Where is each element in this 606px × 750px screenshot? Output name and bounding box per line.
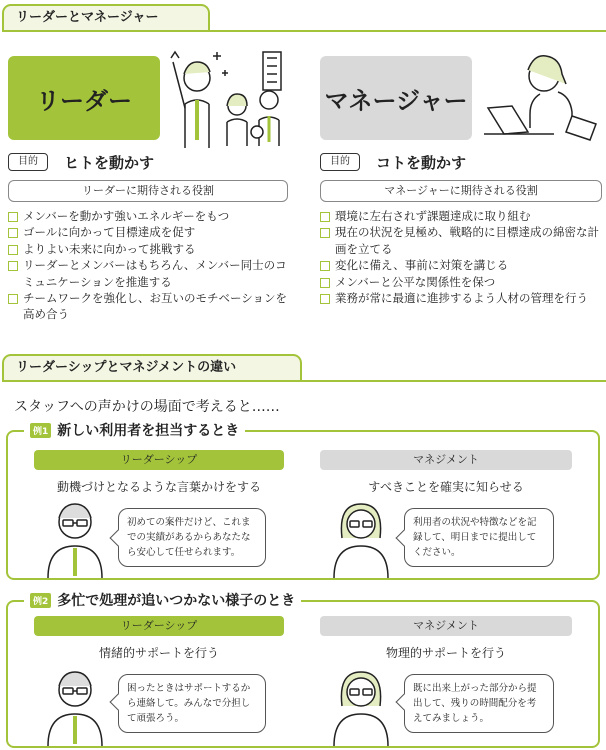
management-heading: 物理的サポートを行う: [385, 646, 506, 660]
list-item: メンバーを動かす強いエネルギーをもつ: [8, 208, 298, 224]
manager-purpose-tag: [320, 153, 360, 171]
leader-role-list: [8, 208, 298, 323]
leadership-speech-text: 初めての案件だけど、これまでの実績があるからあなたなら安心して任せられます。: [127, 517, 251, 558]
female-staff-icon: [330, 668, 392, 746]
list-item: リーダーとメンバーはもちろん、メンバー同士のコミュニケーションを推進する: [8, 257, 298, 290]
lead-text: スタッフへの声かけの場面で考えると……: [14, 399, 280, 415]
section-title-text: リーダーシップとマネジメントの違い: [16, 360, 237, 375]
example-badge: 例2: [30, 593, 51, 608]
manager-laptop-illustration: [480, 46, 602, 148]
example-badge: 例1: [30, 423, 51, 438]
example-title-text: 新しい利用者を担当するとき: [57, 423, 240, 439]
example-1-title: [24, 420, 245, 440]
management-speech-bubble: [404, 508, 554, 567]
list-item: 変化に備え、事前に対策を講じる: [320, 257, 604, 273]
section-divider: [2, 380, 606, 382]
leader-group-illustration: [165, 44, 295, 148]
list-item: 現在の状況を見極め、戦略的に目標達成の綿密な計画を立てる: [320, 224, 604, 257]
manager-role-title: [320, 180, 602, 202]
section-divider: [2, 30, 606, 32]
leadership-speech-bubble: [118, 508, 266, 567]
section-title-leader-manager: [2, 4, 210, 30]
list-item: よりよい未来に向かって挑戦する: [8, 241, 298, 257]
manager-role-list: [320, 208, 604, 306]
leader-box-label: リーダー: [36, 86, 132, 115]
list-item: ゴールに向かって目標達成を促す: [8, 224, 298, 240]
management-label: [320, 450, 572, 470]
male-staff-icon: [44, 668, 106, 746]
management-speech-text: 既に出来上がった部分から提出して、残りの時間配分を考えてみましょう。: [413, 683, 537, 724]
list-item: 業務が常に最適に進捗するよう人材の管理を行う: [320, 290, 604, 306]
female-staff-icon: [330, 500, 392, 578]
leader-role-title: [8, 180, 288, 202]
management-label-text: マネジメント: [413, 619, 479, 632]
leader-purpose-tag-text: 目的: [18, 156, 38, 167]
leadership-label-text: リーダーシップ: [120, 619, 198, 632]
management-heading: すべきことを確実に知らせる: [368, 480, 524, 494]
leadership-heading: 情緒的サポートを行う: [98, 646, 219, 660]
leader-role-title-text: リーダーに期待される役割: [82, 184, 214, 197]
manager-box: [320, 56, 472, 140]
list-item: メンバーと公平な関係性を保つ: [320, 274, 604, 290]
male-staff-icon: [44, 500, 106, 578]
leadership-label-text: リーダーシップ: [120, 453, 198, 466]
leadership-speech-text: 困ったときはサポートするから連絡して。みんなで分担して頑張ろう。: [127, 683, 251, 724]
management-speech-text: 利用者の状況や特徴などを記録して、明日までに提出してください。: [413, 517, 537, 558]
manager-role-title-text: マネージャーに期待される役割: [384, 184, 538, 197]
leadership-label: [34, 450, 284, 470]
example-title-text: 多忙で処理が追いつかない様子のとき: [57, 593, 296, 609]
leader-purpose: ヒトを動かす: [64, 154, 155, 172]
management-speech-bubble: [404, 674, 554, 733]
manager-purpose: コトを動かす: [376, 154, 467, 172]
leadership-label: [34, 616, 284, 636]
list-item: 環境に左右されず課題達成に取り組む: [320, 208, 604, 224]
list-item: チームワークを強化し、お互いのモチベーションを高め合う: [8, 290, 298, 323]
manager-purpose-tag-text: 目的: [330, 156, 350, 167]
leadership-speech-bubble: [118, 674, 266, 733]
leader-purpose-tag: [8, 153, 48, 171]
section-title-difference: [2, 354, 302, 380]
manager-box-label: マネージャー: [324, 86, 468, 115]
example-2-title: [24, 590, 301, 610]
management-label-text: マネジメント: [413, 453, 479, 466]
management-label: [320, 616, 572, 636]
leadership-heading: 動機づけとなるような言葉かけをする: [56, 480, 261, 494]
section-title-text: リーダーとマネージャー: [16, 10, 159, 25]
leader-box: [8, 56, 160, 140]
